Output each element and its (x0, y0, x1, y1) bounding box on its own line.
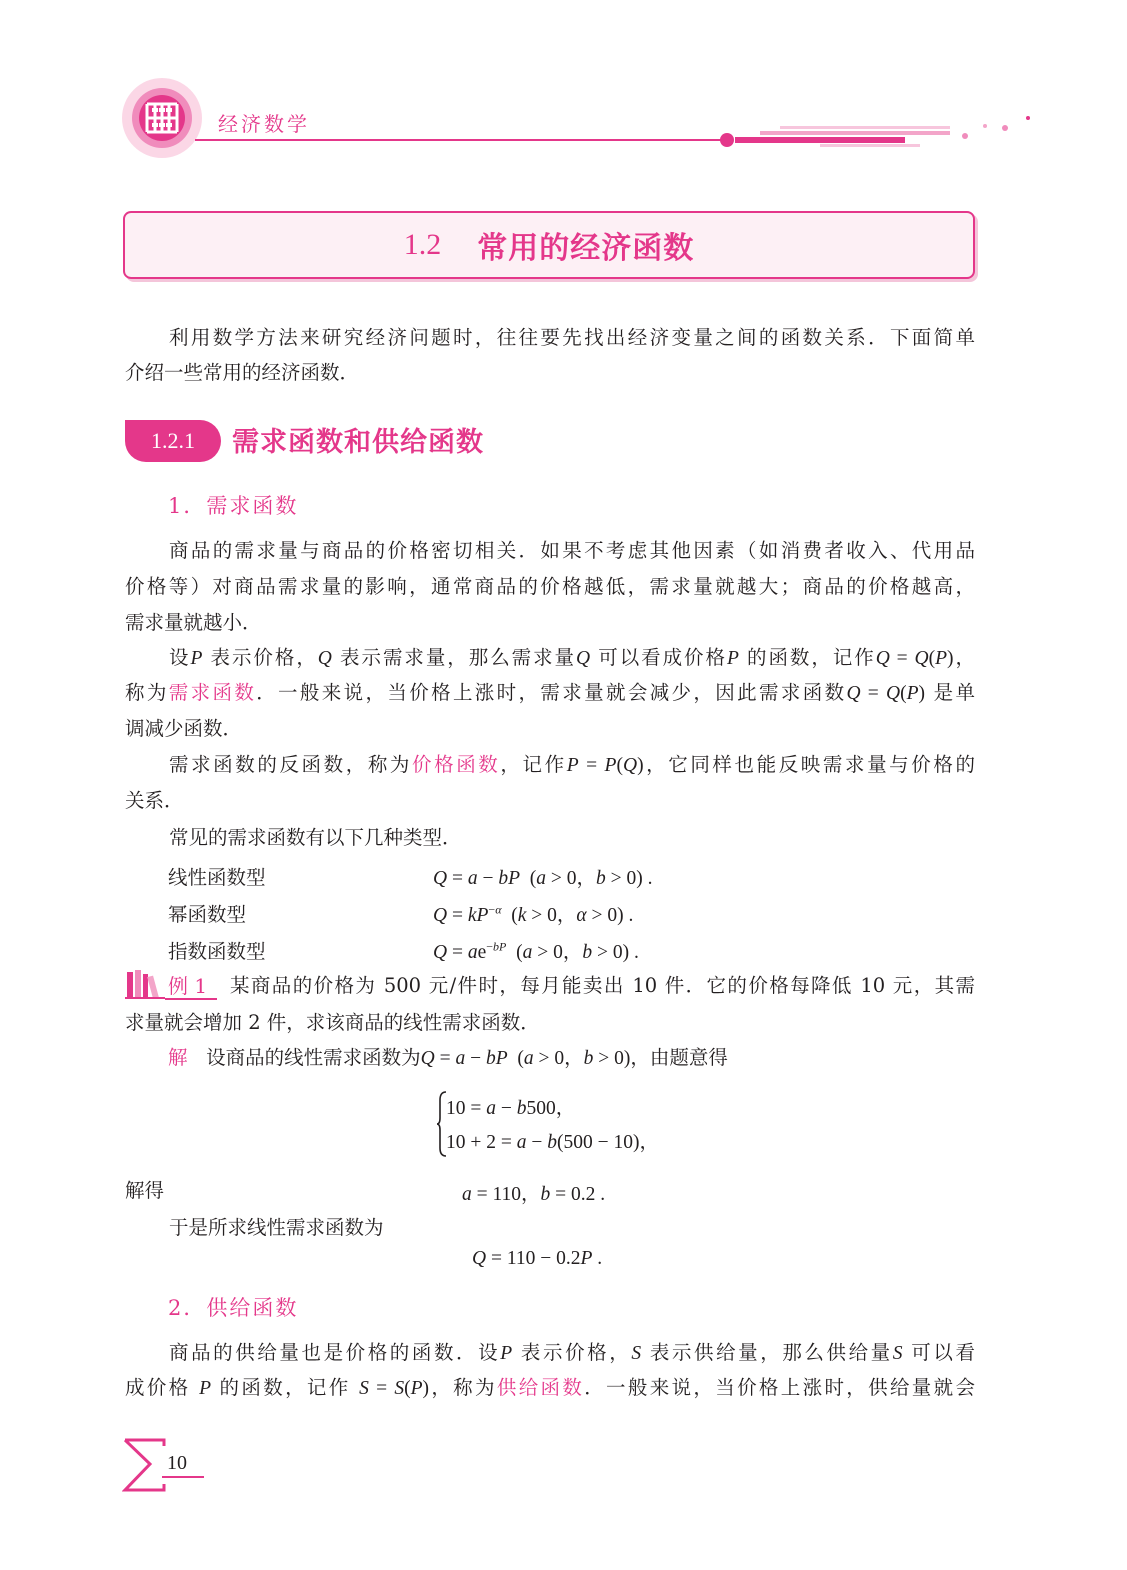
term-supply-function: 供给函数 (496, 1376, 585, 1399)
example-label: 例 1 (168, 974, 208, 998)
type-label: 幂函数型 (168, 903, 247, 926)
type-row-power (168, 899, 868, 931)
supply-line2: 成价格 P 的函数，记作 S = S(P)，称为供给函数．一般来说，当价格上涨时，供给量就会 (125, 1376, 975, 1399)
page-number: 10 (167, 1452, 187, 1474)
demand-p3-line2: 关系． (125, 789, 184, 812)
subsection-number: 1.2.1 (125, 420, 221, 462)
supply-heading: 2．供给函数 (168, 1296, 299, 1320)
supply-line1: 商品的供给量也是价格的函数．设P 表示价格，S 表示供给量，那么供给量S 可以看 (169, 1341, 975, 1364)
solution-line: 解 设商品的线性需求函数为Q = a − bP (a > 0，b > 0)，由题意得 (168, 1046, 728, 1069)
intro-line-2: 介绍一些常用的经济函数． (125, 361, 360, 384)
example-line1: 某商品的价格为 500 元/件时，每月能卖出 10 件．它的价格每降低 10 元，其需 (230, 974, 975, 997)
type-row-exponential (168, 936, 868, 968)
type-formula: $Q = ae^{-bP}$ (a > 0，b > 0) . (433, 939, 639, 963)
section-banner (123, 211, 975, 279)
demand-p2-line1: 设P 表示价格，Q 表示需求量，那么需求量Q 可以看成价格P 的函数，记作Q = Q(P)， (169, 646, 975, 669)
example-line2: 求量就会增加 2 件，求该商品的线性需求函数． (125, 1011, 540, 1034)
demand-p2-line3: 调减少函数． (125, 717, 243, 740)
type-label: 线性函数型 (168, 866, 266, 889)
book-title: 经济数学 (218, 112, 310, 136)
demand-p3-line1: 需求函数的反函数，称为价格函数，记作P = P(Q)，它同样也能反映需求量与价格的 (169, 753, 975, 776)
demand-p2-line2: 称为需求函数．一般来说，当价格上涨时，需求量就会减少，因此需求函数Q = Q(P) 是单 (125, 681, 975, 704)
example-underline (165, 998, 217, 1000)
conclusion: 于是所求线性需求函数为 (169, 1216, 384, 1239)
solution-label: 解 (168, 1046, 188, 1069)
intro-line-1: 利用数学方法来研究经济问题时，往往要先找出经济变量之间的函数关系．下面简单 (169, 326, 975, 349)
type-row-linear (168, 862, 868, 894)
section-number: 1.2 (403, 228, 442, 261)
term-price-function: 价格函数 (412, 753, 501, 776)
header-decoration (0, 0, 1127, 170)
books-icon (125, 968, 165, 1000)
final-demand-function: Q = 110 − 0.2P . (472, 1248, 603, 1269)
equation-2: 10 + 2 = a − b(500 − 10)， (446, 1132, 659, 1153)
demand-p1-line2: 价格等）对商品需求量的影响，通常商品的价格越低，需求量就越大；商品的价格越高， (125, 575, 975, 598)
term-demand-function: 需求函数 (168, 681, 257, 704)
page-header (0, 0, 1127, 170)
type-label: 指数函数型 (168, 940, 266, 963)
demand-heading: 1．需求函数 (168, 494, 299, 518)
subsection-title: 需求函数和供给函数 (232, 427, 484, 458)
equation-1: 10 = a − b500， (446, 1098, 576, 1119)
solution-values: a = 110，b = 0.2 . (462, 1184, 606, 1205)
solve-label: 解得 (125, 1179, 165, 1202)
demand-p4: 常见的需求函数有以下几种类型． (169, 826, 462, 849)
demand-p1-line3: 需求量就越小． (125, 611, 262, 634)
section-title: 常用的经济函数 (477, 231, 695, 266)
demand-p1-line1: 商品的需求量与商品的价格密切相关．如果不考虑其他因素（如消费者收入、代用品 (169, 539, 975, 562)
type-formula: $Q = kP^{-\alpha}$ (k > 0，α > 0) . (433, 902, 634, 926)
type-formula: Q = a − bP (a > 0，b > 0) . (433, 868, 653, 889)
